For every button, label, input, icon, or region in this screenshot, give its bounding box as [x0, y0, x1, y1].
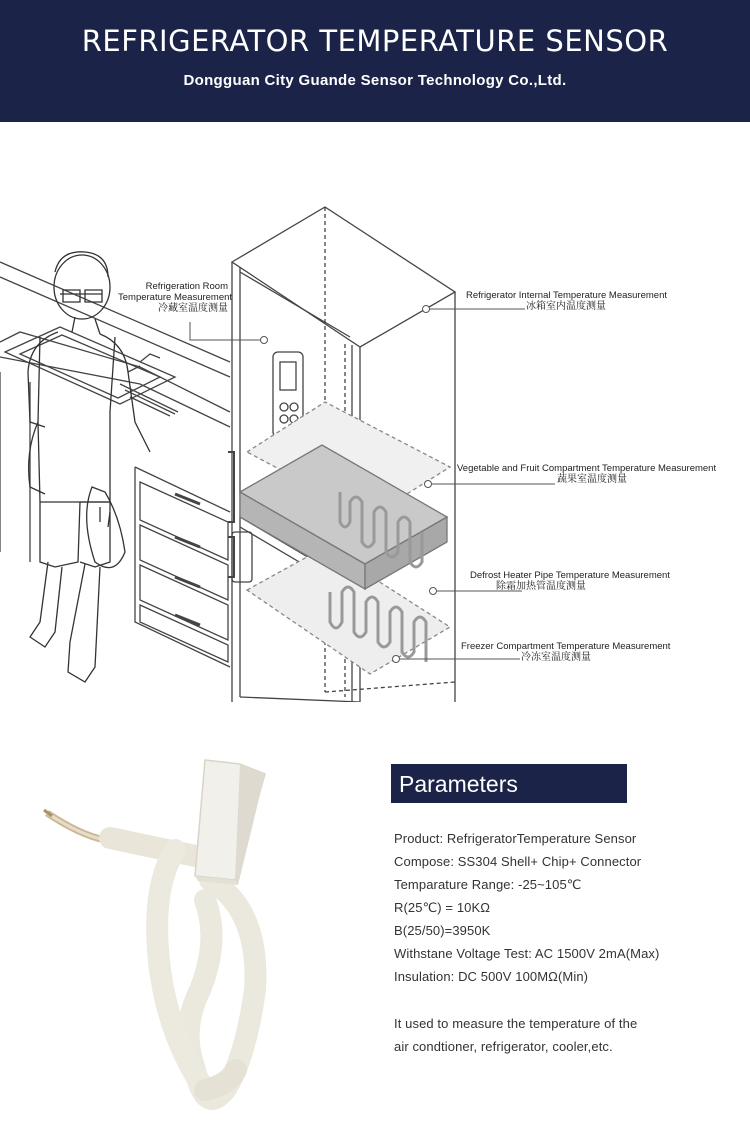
param-product: Product: RefrigeratorTemperature Sensor: [394, 831, 637, 846]
refrigerator-illustration: [0, 122, 750, 702]
callout-freezer-label: Freezer Compartment Temperature Measurement: [461, 641, 671, 652]
param-insulation: Insulation: DC 500V 100MΩ(Min): [394, 969, 589, 984]
callout-room-label-2: Temperature Measurement: [118, 292, 233, 303]
usage-note-line-2: air condtioner, refrigerator, cooler,etc.: [394, 1039, 613, 1054]
company-name: Dongguan City Guande Sensor Technology Co.,Ltd.: [183, 72, 567, 89]
kitchen-counter: [0, 262, 233, 667]
callout-internal-label: Refrigerator Internal Temperature Measurement: [466, 290, 668, 301]
callout-vegetable: [457, 463, 716, 485]
callout-vegetable-label: Vegetable and Fruit Compartment Temperature Measurement: [457, 463, 717, 474]
callout-internal: [466, 290, 667, 312]
usage-note-line-1: It used to measure the temperature of the: [394, 1016, 638, 1031]
callout-room-label-1: Refrigeration Room: [145, 281, 228, 292]
callout-defrost: [470, 570, 670, 592]
header-banner: [0, 0, 750, 122]
param-withstand-voltage: Withstane Voltage Test: AC 1500V 2mA(Max): [394, 946, 660, 961]
param-b-value: B(25/50)=3950K: [394, 923, 491, 938]
callout-vegetable-label-cn: 蔬果室温度测量: [557, 474, 627, 485]
callout-room-label-cn: 冷藏室温度测量: [158, 303, 228, 314]
callout-freezer-label-cn: 冷冻室温度测量: [521, 652, 591, 663]
param-resistance: R(25℃) = 10KΩ: [394, 900, 491, 915]
callout-defrost-label: Defrost Heater Pipe Temperature Measurement: [470, 570, 670, 581]
page-title: REFRIGERATOR TEMPERATURE SENSOR: [81, 24, 669, 58]
param-compose: Compose: SS304 Shell+ Chip+ Connector: [394, 854, 642, 869]
callout-refrigeration-room: [118, 281, 233, 314]
sensor-product-photo: [0, 740, 360, 1135]
parameters-heading: Parameters: [391, 764, 627, 803]
callout-defrost-label-cn: 除霜加热管温度测量: [496, 581, 586, 592]
callout-freezer: [461, 641, 670, 663]
callout-internal-label-cn: 冰箱室内温度测量: [526, 301, 606, 312]
param-temperature-range: Temparature Range: -25~105℃: [394, 877, 582, 892]
